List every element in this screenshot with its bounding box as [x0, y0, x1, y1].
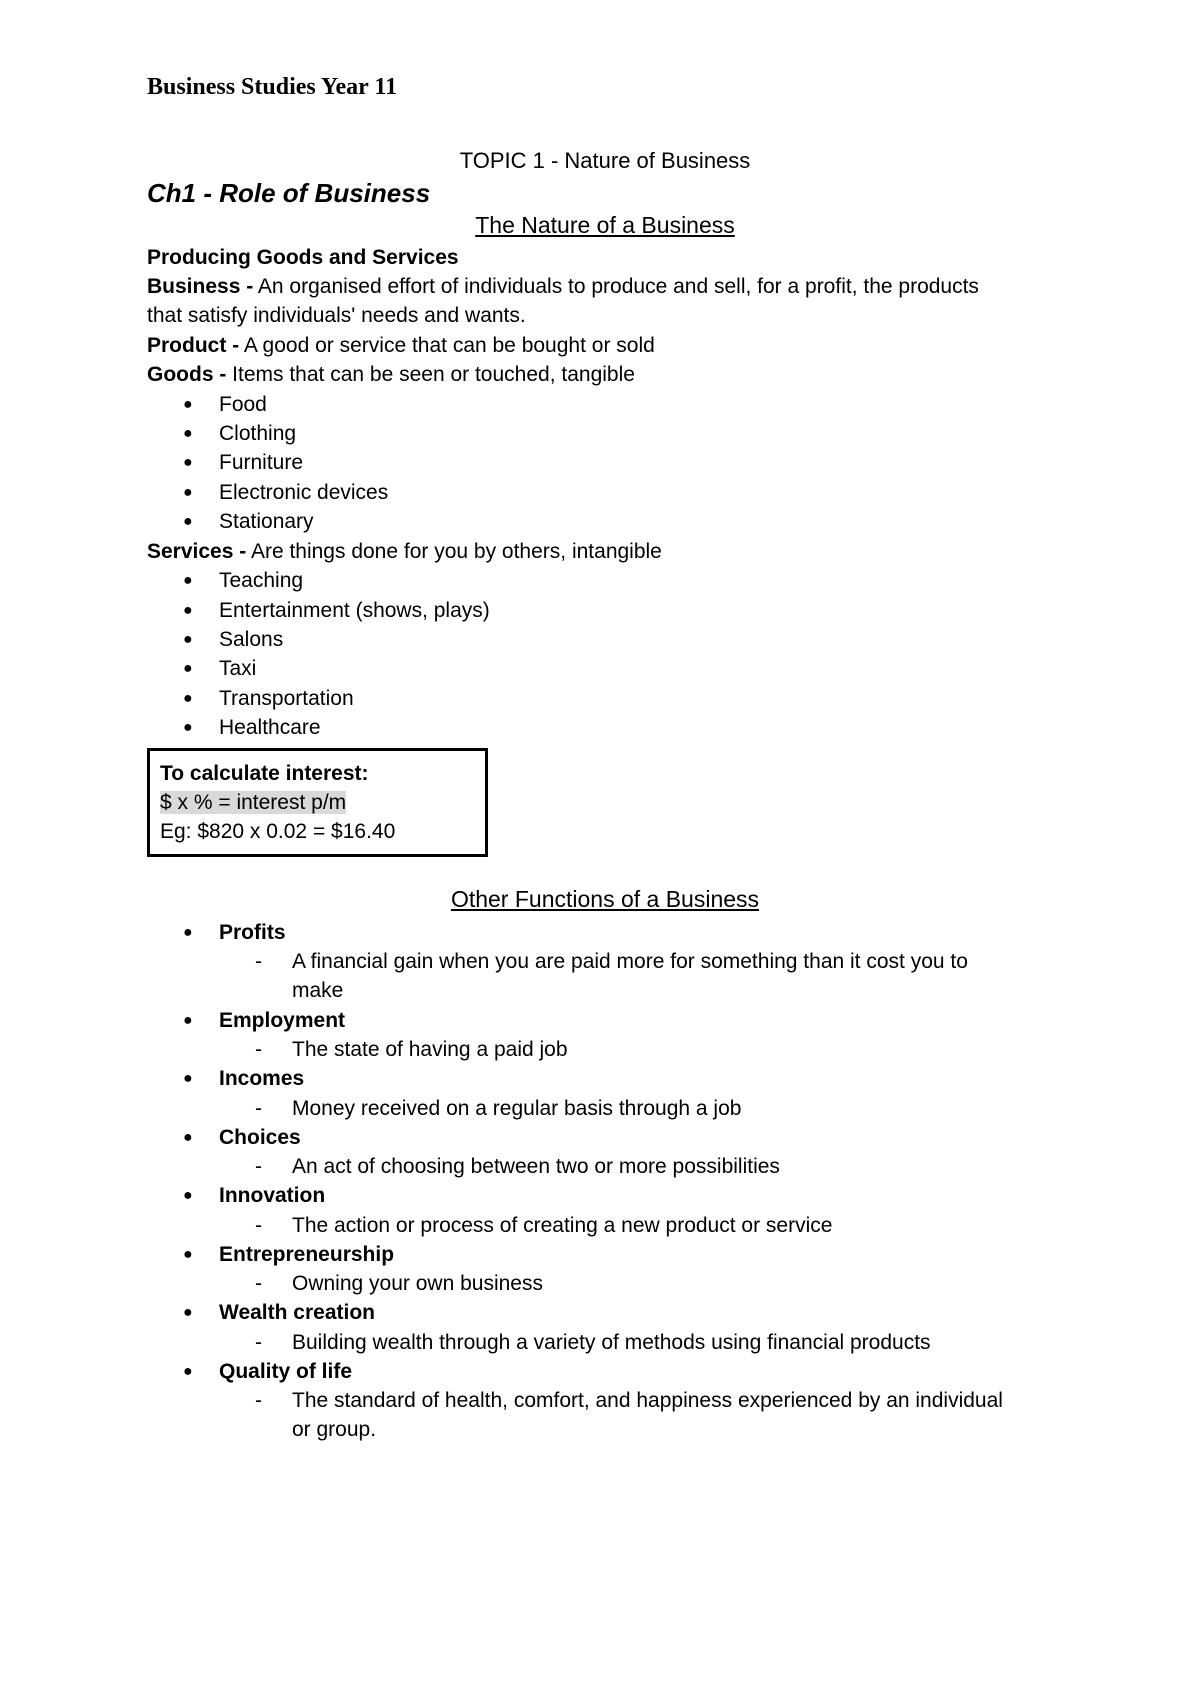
document-title: Business Studies Year 11 [147, 74, 398, 100]
goods-item: Furniture [219, 451, 304, 474]
bullet-icon: ● [183, 1070, 193, 1087]
function-term: Innovation [219, 1184, 326, 1207]
dash-marker: - [255, 1214, 262, 1237]
function-term: Employment [219, 1009, 346, 1032]
function-definition: The state of having a paid job [292, 1038, 568, 1061]
function-definition: Owning your own business [292, 1272, 543, 1295]
bullet-icon: ● [183, 690, 193, 707]
bullet-icon: ● [183, 484, 193, 501]
function-term: Profits [219, 921, 286, 944]
dash-marker: - [255, 950, 262, 973]
bullet-icon: ● [183, 631, 193, 648]
dash-marker: - [255, 1155, 262, 1178]
interest-formula [160, 788, 346, 817]
dash-marker: - [255, 1097, 262, 1120]
bullet-icon: ● [183, 602, 193, 619]
function-definition-cont: make [292, 979, 344, 1002]
section-heading-nature: The Nature of a Business [475, 212, 735, 238]
chapter-heading: Ch1 - Role of Business [147, 178, 431, 208]
dash-marker: - [255, 1389, 262, 1412]
bullet-icon: ● [183, 1304, 193, 1321]
goods-item: Clothing [219, 422, 297, 445]
bullet-icon: ● [183, 1363, 193, 1380]
function-term: Quality of life [219, 1360, 353, 1383]
interest-example: Eg: $820 x 0.02 = $16.40 [160, 820, 396, 843]
bullet-icon: ● [183, 924, 193, 941]
function-definition-cont: or group. [292, 1418, 377, 1441]
function-term: Incomes [219, 1067, 305, 1090]
function-definition: The action or process of creating a new product or service [292, 1214, 833, 1237]
term-business: Business - [147, 275, 254, 298]
definition-business [147, 272, 979, 301]
definition-product-text: A good or service that can be bought or sold [243, 334, 655, 357]
bullet-icon: ● [183, 396, 193, 413]
definition-services [147, 537, 662, 566]
services-item: Salons [219, 628, 284, 651]
bullet-icon: ● [183, 572, 193, 589]
subheading-goods-services: Producing Goods and Services [147, 246, 459, 269]
interest-box-title: To calculate interest: [160, 762, 369, 785]
bullet-icon: ● [183, 1129, 193, 1146]
goods-item: Stationary [219, 510, 314, 533]
services-item: Transportation [219, 687, 354, 710]
bullet-icon: ● [183, 719, 193, 736]
definition-business-cont: that satisfy individuals' needs and wants. [147, 304, 526, 327]
bullet-icon: ● [183, 1187, 193, 1204]
dash-marker: - [255, 1038, 262, 1061]
function-definition: Building wealth through a variety of methods using financial products [292, 1331, 931, 1354]
services-item: Entertainment (shows, plays) [219, 599, 490, 622]
function-term: Choices [219, 1126, 301, 1149]
function-definition: The standard of health, comfort, and happiness experienced by an individual [292, 1389, 1003, 1412]
definition-goods-text: Items that can be seen or touched, tangible [232, 363, 635, 386]
function-term: Entrepreneurship [219, 1243, 395, 1266]
interest-formula-text: $ x % = interest p/m [160, 791, 347, 814]
bullet-icon: ● [183, 454, 193, 471]
definition-business-text: An organised effort of individuals to produce and sell, for a profit, the products [257, 275, 979, 298]
interest-callout-box [147, 748, 488, 857]
definition-product [147, 331, 655, 360]
term-product: Product - [147, 334, 240, 357]
term-services: Services - [147, 540, 247, 563]
function-definition: A financial gain when you are paid more for something than it cost you to [292, 950, 968, 973]
bullet-icon: ● [183, 1012, 193, 1029]
topic-heading: TOPIC 1 - Nature of Business [459, 148, 751, 173]
definition-services-text: Are things done for you by others, intangible [250, 540, 662, 563]
section-heading-other-functions: Other Functions of a Business [450, 886, 760, 912]
goods-item: Electronic devices [219, 481, 389, 504]
definition-goods [147, 360, 635, 389]
bullet-icon: ● [183, 513, 193, 530]
services-item: Teaching [219, 569, 304, 592]
bullet-icon: ● [183, 1246, 193, 1263]
function-definition: An act of choosing between two or more possibilities [292, 1155, 780, 1178]
goods-item: Food [219, 393, 267, 416]
bullet-icon: ● [183, 425, 193, 442]
dash-marker: - [255, 1272, 262, 1295]
function-term: Wealth creation [219, 1301, 375, 1324]
services-item: Taxi [219, 657, 257, 680]
term-goods: Goods - [147, 363, 227, 386]
services-item: Healthcare [219, 716, 321, 739]
dash-marker: - [255, 1331, 262, 1354]
function-definition: Money received on a regular basis through a job [292, 1097, 742, 1120]
bullet-icon: ● [183, 660, 193, 677]
